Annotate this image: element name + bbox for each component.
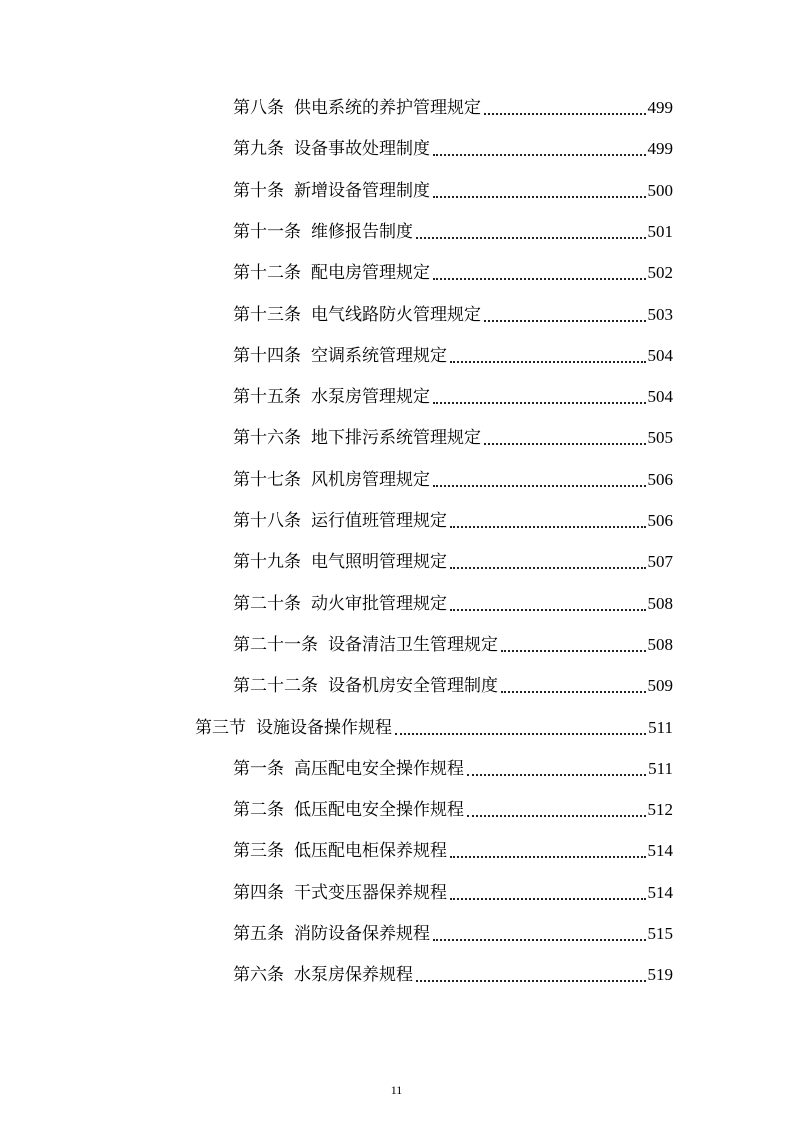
toc-entry-page: 508: [647, 593, 673, 613]
toc-entry[interactable]: [233, 627, 673, 657]
toc-entry-title: 空调系统管理规定: [311, 345, 447, 366]
toc-entry[interactable]: [233, 462, 673, 492]
toc-entry-title: 设备清洁卫生管理规定: [328, 634, 498, 655]
dot-leader: [416, 231, 646, 239]
toc-entry-number: 第五条: [233, 924, 284, 944]
toc-entry-number: 第十三条: [233, 304, 301, 325]
dot-leader: [467, 768, 646, 776]
toc-entry-title: 消防设备保养规程: [294, 924, 430, 944]
dot-leader: [416, 974, 646, 982]
toc-entry-number: 第九条: [233, 139, 284, 160]
toc-entry-number: 第八条: [233, 98, 284, 118]
toc-entry-number: 第六条: [233, 965, 284, 986]
dot-leader: [395, 727, 646, 735]
toc-entry-title: 高压配电安全操作规程: [294, 758, 464, 779]
dot-leader: [433, 272, 646, 280]
toc-entry-number: 第十二条: [233, 263, 301, 284]
toc-entry-page: 502: [647, 263, 673, 283]
dot-leader: [450, 520, 646, 528]
toc-entry[interactable]: [233, 957, 673, 987]
dot-leader: [450, 561, 646, 569]
toc-entry-title: 水泵房保养规程: [294, 965, 413, 986]
toc-entry-title: 设备机房安全管理制度: [328, 676, 498, 697]
toc-entry[interactable]: [233, 214, 673, 244]
dot-leader: [433, 479, 646, 487]
toc-entry[interactable]: [233, 751, 673, 781]
toc-entry-page: 511: [648, 758, 673, 778]
dot-leader: [467, 809, 646, 817]
toc-entry-page: 500: [647, 180, 673, 200]
toc-entry-number: 第十五条: [233, 387, 301, 408]
toc-entry-page: 512: [647, 800, 673, 820]
dot-leader: [484, 107, 646, 115]
toc-entry-number: 第十一条: [233, 221, 301, 242]
toc-entry-title: 干式变压器保养规程: [294, 882, 447, 903]
toc-entry[interactable]: [233, 255, 673, 285]
toc-entry[interactable]: [233, 338, 673, 368]
dot-leader: [501, 644, 646, 652]
toc-entry-title: 风机房管理规定: [311, 469, 430, 490]
toc-entry[interactable]: [233, 379, 673, 409]
toc-entry[interactable]: [233, 833, 673, 863]
toc-entry-title: 运行值班管理规定: [311, 511, 447, 531]
dot-leader: [484, 314, 646, 322]
toc-entry-number: 第十七条: [233, 469, 301, 490]
toc-entry-page: 514: [647, 882, 673, 902]
toc-entry[interactable]: [233, 297, 673, 327]
toc-entry-page: 499: [647, 98, 673, 117]
dot-leader: [450, 892, 646, 900]
toc-entry-number: 第十九条: [233, 552, 301, 573]
toc-entry-page: 505: [647, 428, 673, 448]
toc-entry-number: 第十四条: [233, 345, 301, 366]
toc-entry-page: 514: [647, 841, 673, 861]
dot-leader: [433, 148, 646, 156]
toc-entry-page: 511: [648, 717, 673, 737]
toc-entry[interactable]: [233, 173, 673, 203]
toc-entry-page: 499: [647, 139, 673, 159]
toc-entry-title: 地下排污系统管理规定: [311, 428, 481, 449]
toc-entry[interactable]: [233, 916, 673, 946]
toc-entry[interactable]: [233, 503, 673, 533]
dot-leader: [433, 396, 646, 404]
toc-entry-title: 低压配电柜保养规程: [294, 841, 447, 862]
toc-entry-title: 设备事故处理制度: [294, 139, 430, 160]
toc-entry-number: 第一条: [233, 758, 284, 779]
toc-entry-number: 第二十条: [233, 593, 301, 614]
toc-entry-number: 第三节: [195, 717, 246, 738]
dot-leader: [450, 850, 646, 858]
toc-entry-number: 第二条: [233, 800, 284, 821]
toc-entry-page: 501: [647, 221, 673, 241]
toc-entry-number: 第二十二条: [233, 676, 318, 697]
toc-entry[interactable]: [233, 90, 673, 120]
dot-leader: [433, 190, 646, 198]
toc-entry-page: 508: [647, 634, 673, 654]
toc-entry-title: 电气照明管理规定: [311, 552, 447, 573]
toc-entry-page: 504: [647, 345, 673, 365]
dot-leader: [433, 933, 646, 941]
toc-entry-title: 低压配电安全操作规程: [294, 800, 464, 821]
toc-entry[interactable]: [233, 420, 673, 450]
toc-entry-number: 第三条: [233, 841, 284, 862]
toc-section-entry[interactable]: [195, 710, 673, 740]
toc-entry-page: 504: [647, 387, 673, 407]
dot-leader: [484, 437, 646, 445]
toc-entry-number: 第二十一条: [233, 634, 318, 655]
toc-entry-page: 519: [647, 965, 673, 985]
toc-entry-page: 515: [647, 924, 673, 943]
toc-entry[interactable]: [233, 544, 673, 574]
toc-entry-title: 维修报告制度: [311, 221, 413, 242]
dot-leader: [450, 603, 646, 611]
toc-entry-number: 第十六条: [233, 428, 301, 449]
toc-entry-title: 水泵房管理规定: [311, 387, 430, 408]
toc-entry[interactable]: [233, 875, 673, 905]
toc-entry[interactable]: [233, 668, 673, 698]
toc-entry-title: 电气线路防火管理规定: [311, 304, 481, 325]
toc-entry[interactable]: [233, 586, 673, 616]
toc-entry-page: 507: [647, 552, 673, 572]
toc-entry[interactable]: [233, 131, 673, 161]
toc-entry-title: 供电系统的养护管理规定: [294, 98, 481, 118]
toc-entry-page: 506: [647, 469, 673, 489]
toc-entry-title: 配电房管理规定: [311, 263, 430, 284]
toc-entry-page: 503: [647, 304, 673, 324]
dot-leader: [450, 355, 646, 363]
dot-leader: [501, 685, 646, 693]
toc-entry-title: 动火审批管理规定: [311, 593, 447, 614]
toc-entry[interactable]: [233, 792, 673, 822]
toc-entry-title: 新增设备管理制度: [294, 180, 430, 201]
toc-entry-page: 506: [647, 511, 673, 530]
toc-entry-number: 第十八条: [233, 511, 301, 531]
toc-entry-number: 第四条: [233, 882, 284, 903]
toc-entry-number: 第十条: [233, 180, 284, 201]
toc-entry-page: 509: [647, 676, 673, 696]
page-number: 11: [390, 1083, 403, 1097]
toc-entry-title: 设施设备操作规程: [256, 717, 392, 738]
